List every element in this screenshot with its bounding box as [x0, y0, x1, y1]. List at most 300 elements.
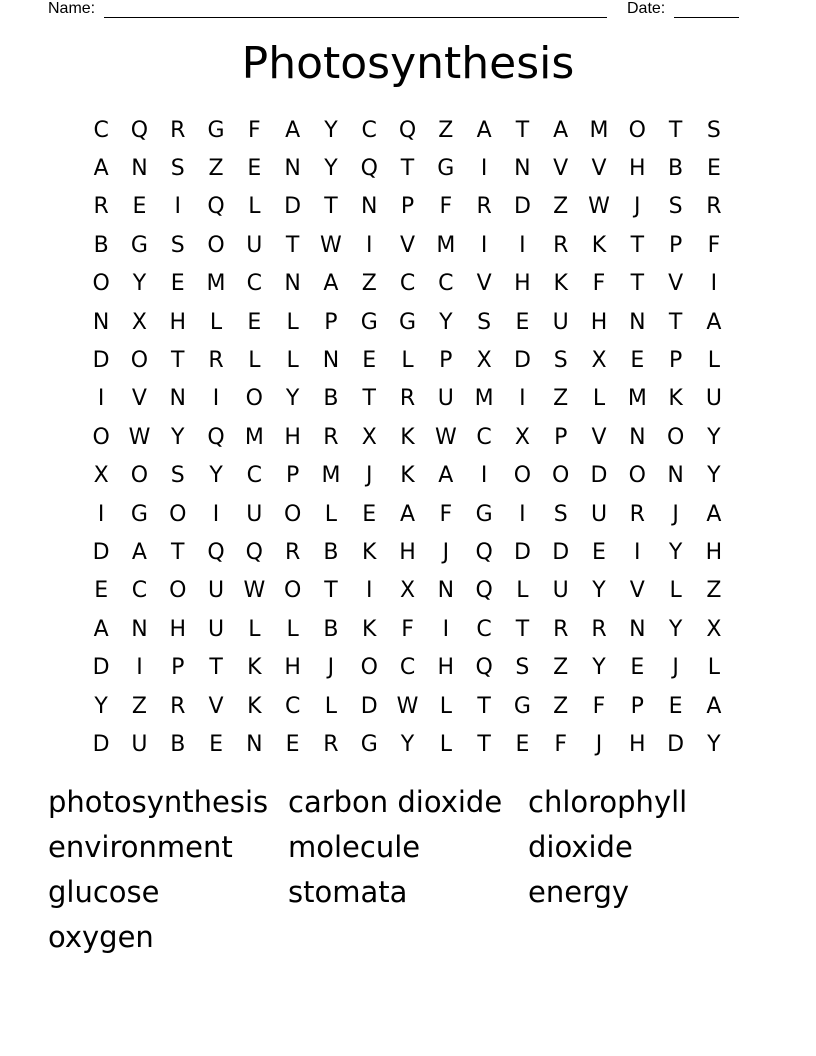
- grid-letter[interactable]: O: [245, 386, 263, 412]
- grid-letter[interactable]: E: [630, 655, 645, 681]
- grid-letter[interactable]: E: [247, 309, 262, 335]
- grid-letter[interactable]: X: [591, 348, 607, 374]
- grid-letter[interactable]: C: [361, 117, 377, 143]
- grid-letter[interactable]: Y: [668, 616, 683, 642]
- grid-letter[interactable]: E: [668, 693, 683, 719]
- grid-letter[interactable]: T: [630, 271, 645, 297]
- grid-letter[interactable]: N: [629, 424, 646, 450]
- grid-letter[interactable]: Y: [94, 693, 108, 719]
- grid-letter[interactable]: W: [243, 578, 266, 604]
- grid-letter[interactable]: T: [668, 117, 683, 143]
- grid-letter[interactable]: T: [209, 655, 223, 681]
- grid-letter[interactable]: A: [553, 117, 569, 143]
- grid-letter[interactable]: V: [553, 156, 569, 182]
- grid-letter[interactable]: W: [434, 424, 457, 450]
- grid-letter[interactable]: J: [672, 655, 679, 681]
- grid-letter[interactable]: D: [284, 194, 302, 220]
- grid-letter[interactable]: B: [170, 731, 186, 757]
- grid-letter[interactable]: Q: [207, 424, 225, 450]
- grid-letter[interactable]: M: [474, 386, 494, 412]
- grid-letter[interactable]: D: [92, 348, 110, 374]
- grid-letter[interactable]: N: [514, 156, 531, 182]
- grid-letter[interactable]: W: [320, 232, 342, 258]
- grid-letter[interactable]: I: [442, 616, 450, 642]
- grid-letter[interactable]: P: [554, 424, 568, 450]
- grid-letter[interactable]: D: [92, 539, 110, 565]
- grid-letter[interactable]: N: [629, 309, 646, 335]
- grid-letter[interactable]: R: [93, 194, 109, 220]
- grid-letter[interactable]: K: [553, 271, 568, 297]
- grid-letter[interactable]: R: [208, 348, 224, 374]
- grid-letter[interactable]: O: [169, 578, 187, 604]
- grid-letter[interactable]: L: [286, 348, 299, 374]
- grid-letter[interactable]: O: [628, 463, 646, 489]
- grid-letter[interactable]: P: [630, 693, 644, 719]
- grid-letter[interactable]: X: [514, 424, 530, 450]
- grid-letter[interactable]: A: [706, 501, 722, 527]
- grid-letter[interactable]: H: [705, 539, 723, 565]
- grid-letter[interactable]: S: [553, 348, 568, 374]
- grid-letter[interactable]: G: [437, 156, 455, 182]
- grid-letter[interactable]: M: [436, 232, 456, 258]
- grid-letter[interactable]: T: [515, 616, 530, 642]
- grid-letter[interactable]: G: [130, 232, 148, 258]
- grid-letter[interactable]: C: [399, 655, 416, 681]
- grid-letter[interactable]: E: [247, 156, 262, 182]
- grid-letter[interactable]: A: [706, 693, 722, 719]
- grid-letter[interactable]: B: [323, 386, 339, 412]
- grid-letter[interactable]: E: [630, 348, 645, 374]
- grid-letter[interactable]: Z: [553, 194, 569, 220]
- grid-letter[interactable]: U: [552, 578, 569, 604]
- grid-letter[interactable]: Q: [398, 117, 417, 143]
- grid-letter[interactable]: R: [170, 693, 186, 719]
- grid-letter[interactable]: N: [131, 616, 148, 642]
- grid-letter[interactable]: J: [365, 463, 373, 489]
- grid-letter[interactable]: I: [480, 232, 488, 258]
- grid-letter[interactable]: T: [400, 156, 415, 182]
- grid-letter[interactable]: L: [669, 578, 682, 604]
- grid-letter[interactable]: A: [323, 271, 339, 297]
- grid-letter[interactable]: F: [401, 616, 414, 642]
- grid-letter[interactable]: G: [398, 309, 417, 335]
- grid-letter[interactable]: N: [246, 731, 263, 757]
- grid-letter[interactable]: J: [672, 501, 679, 527]
- grid-letter[interactable]: J: [595, 731, 603, 757]
- grid-letter[interactable]: I: [365, 578, 373, 604]
- grid-letter[interactable]: E: [285, 731, 300, 757]
- grid-letter[interactable]: Y: [592, 578, 606, 604]
- name-blank-line[interactable]: [104, 17, 607, 18]
- grid-letter[interactable]: C: [284, 693, 301, 719]
- grid-letter[interactable]: G: [130, 501, 148, 527]
- grid-letter[interactable]: D: [513, 348, 531, 374]
- grid-letter[interactable]: Y: [400, 731, 415, 757]
- grid-letter[interactable]: C: [246, 271, 263, 297]
- grid-letter[interactable]: I: [519, 501, 526, 527]
- grid-letter[interactable]: N: [629, 616, 646, 642]
- grid-letter[interactable]: E: [515, 731, 530, 757]
- grid-letter[interactable]: C: [438, 271, 454, 297]
- grid-letter[interactable]: I: [212, 386, 220, 412]
- grid-letter[interactable]: L: [248, 348, 261, 374]
- grid-letter[interactable]: H: [629, 731, 646, 757]
- grid-letter[interactable]: O: [666, 424, 685, 450]
- grid-letter[interactable]: M: [206, 271, 226, 297]
- grid-letter[interactable]: V: [591, 156, 607, 182]
- grid-letter[interactable]: S: [170, 232, 185, 258]
- grid-letter[interactable]: U: [207, 616, 225, 642]
- grid-letter[interactable]: U: [246, 232, 263, 258]
- grid-letter[interactable]: D: [513, 194, 531, 220]
- grid-letter[interactable]: O: [207, 232, 225, 258]
- grid-letter[interactable]: U: [590, 501, 608, 527]
- grid-letter[interactable]: R: [323, 424, 339, 450]
- grid-letter[interactable]: Y: [285, 386, 300, 412]
- grid-letter[interactable]: Q: [475, 539, 493, 565]
- grid-letter[interactable]: O: [283, 578, 302, 604]
- grid-letter[interactable]: E: [362, 348, 377, 374]
- grid-letter[interactable]: I: [519, 386, 526, 412]
- grid-letter[interactable]: O: [130, 348, 149, 374]
- grid-letter[interactable]: W: [588, 194, 610, 220]
- grid-letter[interactable]: G: [207, 117, 225, 143]
- grid-letter[interactable]: U: [131, 731, 148, 757]
- grid-letter[interactable]: I: [97, 386, 105, 412]
- grid-letter[interactable]: Z: [553, 386, 569, 412]
- grid-letter[interactable]: I: [634, 539, 641, 565]
- grid-letter[interactable]: K: [362, 539, 377, 565]
- grid-letter[interactable]: A: [93, 616, 109, 642]
- grid-letter[interactable]: O: [92, 271, 110, 297]
- grid-letter[interactable]: S: [515, 655, 530, 681]
- grid-letter[interactable]: Z: [553, 655, 569, 681]
- grid-letter[interactable]: N: [667, 463, 684, 489]
- grid-letter[interactable]: H: [169, 309, 187, 335]
- grid-letter[interactable]: P: [668, 232, 683, 258]
- grid-letter[interactable]: F: [439, 194, 453, 220]
- grid-letter[interactable]: A: [399, 501, 416, 527]
- grid-letter[interactable]: L: [592, 386, 606, 412]
- grid-letter[interactable]: D: [92, 655, 110, 681]
- grid-letter[interactable]: X: [93, 463, 109, 489]
- grid-letter[interactable]: W: [396, 693, 419, 719]
- grid-letter[interactable]: P: [285, 463, 300, 489]
- grid-letter[interactable]: V: [591, 424, 607, 450]
- grid-letter[interactable]: J: [327, 655, 335, 681]
- grid-letter[interactable]: S: [477, 309, 492, 335]
- grid-letter[interactable]: I: [365, 232, 373, 258]
- grid-letter[interactable]: Q: [360, 156, 378, 182]
- grid-letter[interactable]: M: [244, 424, 264, 450]
- grid-letter[interactable]: D: [92, 731, 110, 757]
- grid-letter[interactable]: T: [324, 578, 338, 604]
- grid-letter[interactable]: R: [399, 386, 416, 412]
- grid-letter[interactable]: C: [476, 424, 492, 450]
- grid-letter[interactable]: S: [706, 117, 721, 143]
- grid-letter[interactable]: T: [171, 539, 185, 565]
- grid-letter[interactable]: R: [629, 501, 645, 527]
- worksheet-header: [0, 0, 816, 20]
- grid-letter[interactable]: L: [707, 655, 721, 681]
- grid-letter[interactable]: H: [284, 655, 301, 681]
- grid-letter[interactable]: I: [710, 271, 718, 297]
- grid-letter[interactable]: C: [399, 271, 416, 297]
- grid-letter[interactable]: F: [592, 693, 606, 719]
- date-blank-line[interactable]: [674, 17, 739, 18]
- grid-letter[interactable]: K: [400, 463, 415, 489]
- grid-letter[interactable]: E: [362, 501, 377, 527]
- grid-letter[interactable]: L: [324, 693, 338, 719]
- word-list-item: photosynthesis: [48, 785, 269, 819]
- grid-letter[interactable]: L: [209, 309, 223, 335]
- grid-letter[interactable]: O: [169, 501, 187, 527]
- grid-letter[interactable]: E: [592, 539, 606, 565]
- grid-letter[interactable]: Y: [439, 309, 453, 335]
- grid-letter[interactable]: O: [628, 117, 646, 143]
- grid-letter[interactable]: E: [515, 309, 530, 335]
- grid-letter[interactable]: K: [668, 386, 683, 412]
- grid-letter[interactable]: Z: [706, 578, 722, 604]
- grid-letter[interactable]: E: [132, 194, 147, 220]
- grid-letter[interactable]: Y: [132, 271, 147, 297]
- grid-letter[interactable]: R: [591, 616, 607, 642]
- grid-letter[interactable]: F: [592, 271, 606, 297]
- grid-letter[interactable]: N: [437, 578, 455, 604]
- grid-letter[interactable]: G: [360, 309, 378, 335]
- grid-letter[interactable]: I: [480, 156, 488, 182]
- grid-letter[interactable]: V: [208, 693, 224, 719]
- grid-letter[interactable]: E: [209, 731, 223, 757]
- grid-letter[interactable]: D: [667, 731, 685, 757]
- grid-letter[interactable]: U: [705, 386, 722, 412]
- grid-letter[interactable]: I: [174, 194, 181, 220]
- grid-letter[interactable]: N: [284, 156, 301, 182]
- grid-letter[interactable]: O: [513, 463, 532, 489]
- grid-letter[interactable]: W: [128, 424, 151, 450]
- page-title: Photosynthesis: [241, 38, 575, 89]
- grid-letter[interactable]: Y: [707, 424, 721, 450]
- grid-letter[interactable]: X: [706, 616, 722, 642]
- grid-letter[interactable]: D: [552, 539, 570, 565]
- grid-letter[interactable]: S: [170, 463, 185, 489]
- grid-letter[interactable]: Z: [361, 271, 377, 297]
- grid-letter[interactable]: V: [399, 232, 416, 258]
- grid-letter[interactable]: N: [169, 386, 186, 412]
- grid-letter[interactable]: K: [400, 424, 415, 450]
- grid-letter[interactable]: R: [553, 232, 569, 258]
- grid-letter[interactable]: O: [92, 424, 110, 450]
- grid-letter[interactable]: O: [283, 501, 302, 527]
- grid-letter[interactable]: Y: [324, 117, 338, 143]
- grid-letter[interactable]: C: [93, 117, 109, 143]
- grid-letter[interactable]: U: [246, 501, 263, 527]
- grid-letter[interactable]: F: [439, 501, 453, 527]
- grid-letter[interactable]: B: [323, 616, 339, 642]
- name-label: Name:: [48, 0, 96, 17]
- grid-letter[interactable]: A: [706, 309, 722, 335]
- grid-letter[interactable]: Y: [707, 731, 721, 757]
- grid-letter[interactable]: Z: [438, 117, 454, 143]
- grid-letter[interactable]: Y: [209, 463, 223, 489]
- grid-letter[interactable]: L: [707, 348, 721, 374]
- grid-letter[interactable]: O: [130, 463, 149, 489]
- grid-letter[interactable]: U: [207, 578, 225, 604]
- grid-letter[interactable]: Y: [668, 539, 683, 565]
- grid-letter[interactable]: U: [552, 309, 569, 335]
- grid-letter[interactable]: S: [668, 194, 683, 220]
- grid-letter[interactable]: N: [131, 156, 148, 182]
- grid-letter[interactable]: Y: [171, 424, 185, 450]
- grid-letter[interactable]: I: [480, 463, 488, 489]
- grid-letter[interactable]: J: [442, 539, 450, 565]
- grid-letter[interactable]: L: [248, 194, 261, 220]
- grid-letter[interactable]: V: [668, 271, 684, 297]
- grid-letter[interactable]: R: [170, 117, 186, 143]
- grid-letter[interactable]: X: [361, 424, 377, 450]
- grid-letter[interactable]: I: [212, 501, 220, 527]
- grid-letter[interactable]: H: [437, 655, 455, 681]
- grid-letter[interactable]: T: [477, 693, 491, 719]
- grid-letter[interactable]: L: [401, 348, 414, 374]
- grid-letter[interactable]: T: [171, 348, 185, 374]
- grid-letter[interactable]: X: [399, 578, 416, 604]
- grid-letter[interactable]: K: [591, 232, 607, 258]
- word-list: [48, 780, 768, 960]
- word-list-item: chlorophyll: [528, 785, 688, 819]
- grid-letter[interactable]: C: [131, 578, 148, 604]
- word-list-item: glucose: [48, 875, 160, 909]
- grid-letter[interactable]: S: [553, 501, 568, 527]
- grid-letter[interactable]: P: [400, 194, 415, 220]
- grid-letter[interactable]: D: [590, 463, 608, 489]
- grid-letter[interactable]: A: [131, 539, 147, 565]
- grid-letter[interactable]: T: [668, 309, 683, 335]
- grid-letter[interactable]: V: [476, 271, 492, 297]
- grid-letter[interactable]: S: [170, 156, 185, 182]
- grid-letter[interactable]: E: [706, 156, 721, 182]
- grid-letter[interactable]: H: [284, 424, 301, 450]
- grid-letter[interactable]: A: [285, 117, 301, 143]
- grid-letter[interactable]: E: [94, 578, 109, 604]
- grid-letter[interactable]: L: [324, 501, 338, 527]
- word-list-item: energy: [528, 875, 630, 909]
- grid-letter[interactable]: T: [477, 731, 491, 757]
- grid-letter[interactable]: P: [171, 655, 185, 681]
- grid-letter[interactable]: F: [554, 731, 568, 757]
- grid-letter[interactable]: D: [513, 539, 531, 565]
- grid-letter[interactable]: T: [324, 194, 338, 220]
- grid-letter[interactable]: Q: [475, 578, 493, 604]
- grid-letter[interactable]: T: [630, 232, 645, 258]
- word-list-item: carbon dioxide: [288, 785, 503, 819]
- grid-letter[interactable]: Q: [245, 539, 263, 565]
- grid-letter[interactable]: L: [248, 616, 261, 642]
- grid-letter[interactable]: L: [439, 731, 452, 757]
- grid-letter[interactable]: A: [93, 156, 109, 182]
- grid-letter[interactable]: U: [437, 386, 454, 412]
- grid-letter[interactable]: A: [476, 117, 492, 143]
- grid-letter[interactable]: Q: [130, 117, 149, 143]
- grid-letter[interactable]: Q: [207, 194, 225, 220]
- grid-letter[interactable]: M: [321, 463, 341, 489]
- grid-letter[interactable]: L: [286, 309, 299, 335]
- grid-letter[interactable]: Z: [553, 693, 569, 719]
- grid-letter[interactable]: H: [399, 539, 416, 565]
- grid-letter[interactable]: N: [284, 271, 301, 297]
- grid-letter[interactable]: F: [248, 117, 261, 143]
- grid-letter[interactable]: Y: [324, 156, 338, 182]
- grid-letter[interactable]: H: [169, 616, 187, 642]
- grid-letter[interactable]: Q: [207, 539, 225, 565]
- grid-letter[interactable]: K: [247, 693, 262, 719]
- grid-letter[interactable]: X: [476, 348, 492, 374]
- grid-letter[interactable]: A: [438, 463, 454, 489]
- grid-letter[interactable]: Q: [475, 655, 493, 681]
- grid-letter[interactable]: T: [515, 117, 530, 143]
- grid-letter[interactable]: I: [97, 501, 105, 527]
- grid-letter[interactable]: L: [516, 578, 529, 604]
- grid-letter[interactable]: L: [286, 616, 299, 642]
- grid-letter[interactable]: T: [285, 232, 300, 258]
- grid-letter[interactable]: N: [360, 194, 378, 220]
- grid-letter[interactable]: O: [552, 463, 570, 489]
- grid-letter[interactable]: B: [323, 539, 339, 565]
- grid-letter[interactable]: X: [131, 309, 147, 335]
- grid-letter[interactable]: Y: [592, 655, 606, 681]
- grid-letter[interactable]: V: [131, 386, 147, 412]
- grid-letter[interactable]: V: [629, 578, 645, 604]
- grid-letter[interactable]: O: [360, 655, 378, 681]
- grid-letter[interactable]: H: [590, 309, 608, 335]
- grid-letter[interactable]: R: [323, 731, 339, 757]
- grid-letter[interactable]: G: [360, 731, 378, 757]
- grid-letter[interactable]: P: [439, 348, 453, 374]
- grid-letter[interactable]: D: [360, 693, 378, 719]
- grid-letter[interactable]: L: [439, 693, 452, 719]
- grid-letter[interactable]: R: [553, 616, 569, 642]
- grid-letter[interactable]: C: [246, 463, 263, 489]
- grid-letter[interactable]: M: [589, 117, 609, 143]
- grid-letter[interactable]: Z: [131, 693, 147, 719]
- grid-letter[interactable]: K: [362, 616, 377, 642]
- grid-letter[interactable]: H: [514, 271, 531, 297]
- grid-letter[interactable]: G: [475, 501, 493, 527]
- grid-letter[interactable]: I: [519, 232, 526, 258]
- grid-letter[interactable]: J: [634, 194, 641, 220]
- grid-letter[interactable]: H: [629, 156, 646, 182]
- grid-letter[interactable]: N: [92, 309, 110, 335]
- grid-letter[interactable]: M: [627, 386, 647, 412]
- grid-letter[interactable]: I: [136, 655, 143, 681]
- grid-letter[interactable]: P: [668, 348, 683, 374]
- grid-letter[interactable]: Z: [208, 156, 224, 182]
- grid-letter[interactable]: C: [476, 616, 492, 642]
- grid-letter[interactable]: K: [247, 655, 262, 681]
- grid-letter[interactable]: P: [324, 309, 338, 335]
- grid-letter[interactable]: R: [284, 539, 301, 565]
- grid-letter[interactable]: Y: [707, 463, 721, 489]
- grid-letter[interactable]: N: [322, 348, 340, 374]
- grid-letter[interactable]: R: [706, 194, 722, 220]
- grid-letter[interactable]: T: [362, 386, 376, 412]
- grid-letter[interactable]: F: [707, 232, 721, 258]
- grid-letter[interactable]: B: [93, 232, 109, 258]
- grid-letter[interactable]: G: [513, 693, 531, 719]
- grid-letter[interactable]: E: [170, 271, 185, 297]
- grid-letter[interactable]: R: [476, 194, 492, 220]
- grid-letter[interactable]: B: [668, 156, 684, 182]
